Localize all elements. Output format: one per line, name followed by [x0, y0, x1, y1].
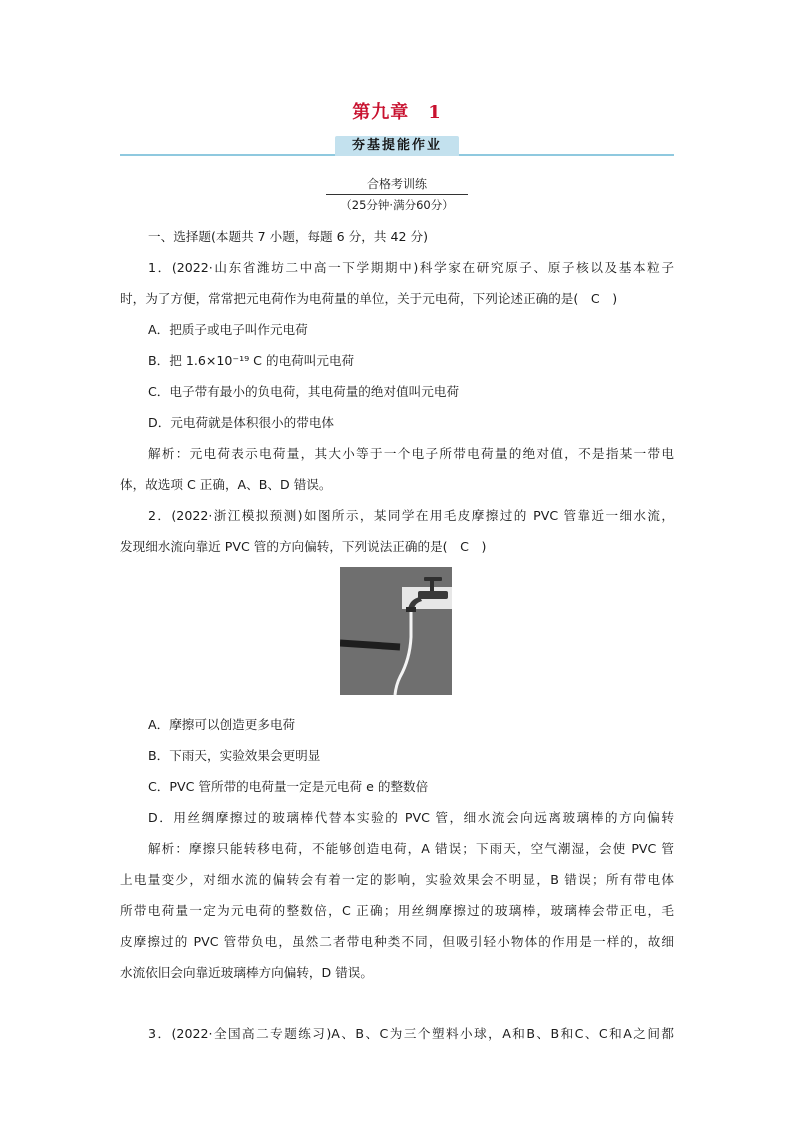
q3-stem-line1: 3．(2022·全国高二专题练习)A、B、C为三个塑料小球，A和B、B和C、C和A之间都 [148, 1026, 674, 1041]
q1-option-b: B．把 1.6×10⁻¹⁹ C 的电荷叫元电荷 [148, 353, 355, 368]
q1-stem-line1: 1．(2022·山东省潍坊二中高一下学期期中)科学家在研究原子、原子核以及基本粒子 [148, 260, 674, 275]
section-heading: 一、选择题(本题共 7 小题，每题 6 分，共 42 分) [148, 229, 428, 244]
q2-option-a: A．摩擦可以创造更多电荷 [148, 717, 296, 732]
time-score-info: （25分钟·满分60分） [340, 198, 454, 212]
practice-subtitle: 合格考训练 [366, 177, 427, 191]
section-badge: 夯基提能作业 [335, 136, 459, 156]
q2-option-c: C．PVC 管所带的电荷量一定是元电荷 e 的整数倍 [148, 779, 429, 794]
q2-analysis-line3: 所带电荷量一定为元电荷的整数倍，C 正确；用丝绸摩擦过的玻璃棒，玻璃棒会带正电，毛 [120, 903, 674, 918]
q1-analysis-line2: 体，故选项 C 正确，A、B、D 错误。 [120, 477, 332, 492]
q2-stem-line2: 发现细水流向靠近 PVC 管的方向偏转，下列说法正确的是( C ) [120, 539, 487, 554]
q1-option-a: A．把质子或电子叫作元电荷 [148, 322, 308, 337]
q2-stem-line1: 2．(2022·浙江模拟预测)如图所示，某同学在用毛皮摩擦过的 PVC 管靠近一细水流， [148, 508, 674, 523]
q2-option-d: D．用丝绸摩擦过的玻璃棒代替本实验的 PVC 管，细水流会向远离玻璃棒的方向偏转 [148, 810, 674, 825]
q2-option-b: B．下雨天，实验效果会更明显 [148, 748, 321, 763]
experiment-photo [340, 567, 452, 695]
q1-option-c: C．电子带有最小的负电荷，其电荷量的绝对值叫元电荷 [148, 384, 460, 399]
q1-stem-line2: 时，为了方便，常常把元电荷作为电荷量的单位，关于元电荷，下列论述正确的是( C ) [120, 291, 618, 306]
q1-analysis-line1: 解析：元电荷表示电荷量，其大小等于一个电子所带电荷量的绝对值，不是指某一带电 [148, 446, 674, 461]
q2-analysis-line5: 水流依旧会向靠近玻璃棒方向偏转，D 错误。 [120, 965, 373, 980]
q2-analysis-line2: 上电量变少，对细水流的偏转会有着一定的影响，实验效果会不明显，B 错误；所有带电体 [120, 872, 674, 887]
chapter-title: 第九章 1 [352, 102, 442, 123]
faucet-water-pvc-image [340, 567, 452, 695]
subtitle-divider [326, 194, 468, 195]
q2-analysis-line4: 皮摩擦过的 PVC 管带负电，虽然二者带电种类不同，但吸引轻小物体的作用是一样的，故细 [120, 934, 674, 949]
q2-analysis-line1: 解析：摩擦只能转移电荷，不能够创造电荷，A 错误；下雨天，空气潮湿，会使 PVC 管 [148, 841, 674, 856]
q1-option-d: D．元电荷就是体积很小的带电体 [148, 415, 335, 430]
